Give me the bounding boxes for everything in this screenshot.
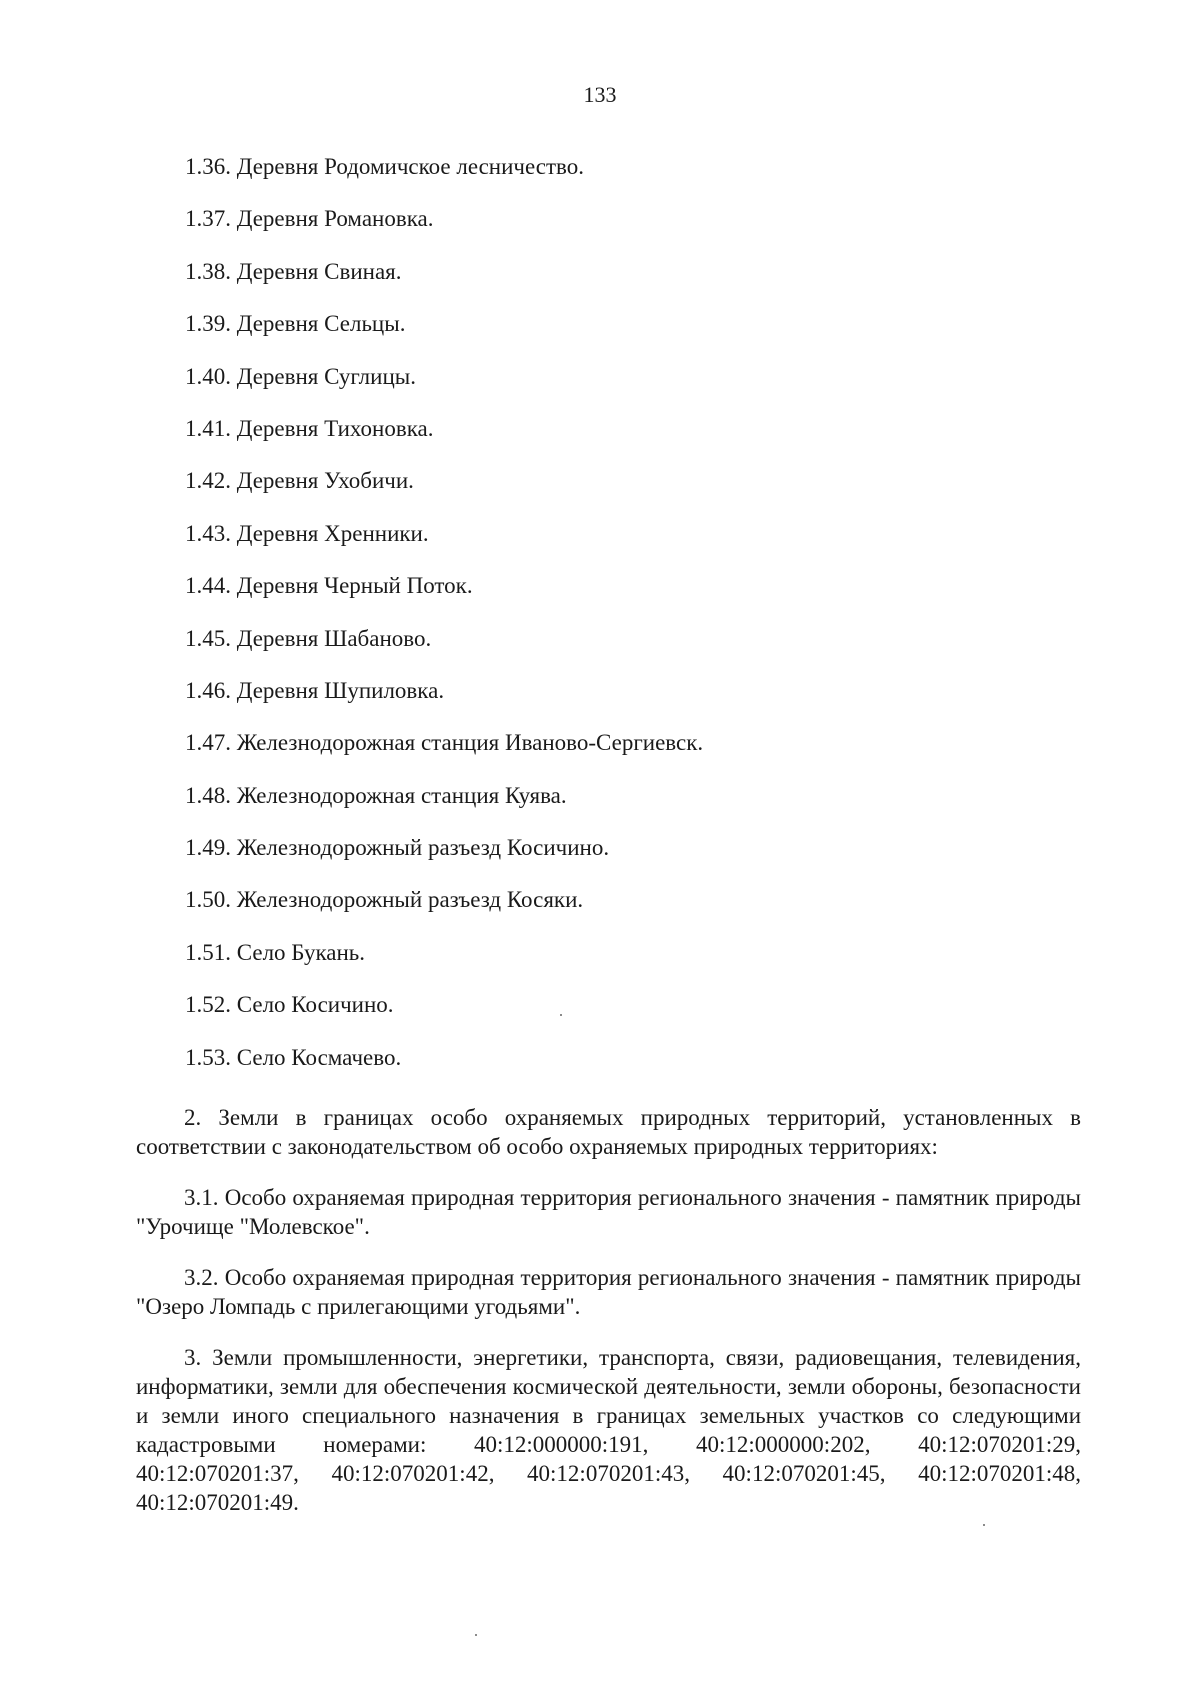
list-item: 1.46. Деревня Шупиловка. — [185, 677, 445, 703]
list-item: 1.41. Деревня Тихоновка. — [185, 415, 434, 441]
body-paragraphs — [136, 1103, 1081, 1517]
list-item: 1.47. Железнодорожная станция Иваново-Сергиевск. — [185, 730, 704, 756]
list-item: 1.49. Железнодорожный разъезд Косичино. — [185, 835, 610, 861]
list-item: 1.50. Железнодорожный разъезд Косяки. — [185, 887, 584, 913]
list-item: 1.39. Деревня Сельцы. — [185, 311, 406, 337]
list-item: 1.51. Село Букань. — [185, 939, 366, 965]
scan-speck — [983, 1524, 985, 1526]
list-item: 1.45. Деревня Шабаново. — [185, 625, 432, 651]
list-item: 1.43. Деревня Хренники. — [185, 520, 429, 546]
list-item: 1.52. Село Косичино. — [185, 992, 394, 1018]
settlement-list — [185, 152, 1085, 1095]
scan-speck — [475, 1634, 477, 1636]
paragraph-special-purpose-lands: 3. Земли промышленности, энергетики, транспорта, связи, радиовещания, телевидения, информатики, земли для обеспечения космической деятельности, земли обороны, безопасности и земли иного специального назначения в границах земельных участков со следующими кадастровыми номерами: 40:12:000000:191, 40:12:000000:202, 40:12:070201:29, 40:12:070201:37, 40:12:070201:42, 40:12:070201:43, 40:12:070201:45, 40:12:070201:48, 40:12:070201:49. — [136, 1345, 1081, 1515]
paragraph-protected-lands: 2. Земли в границах особо охраняемых природных территорий, установленных в соответствии с законодательством об особо охраняемых природных территориях: — [136, 1105, 1081, 1159]
list-item: 1.36. Деревня Родомичское лесничество. — [185, 154, 584, 179]
page-number: 133 — [583, 82, 617, 107]
scan-speck — [560, 1014, 562, 1016]
list-item: 1.42. Деревня Ухобичи. — [185, 468, 414, 494]
list-item: 1.37. Деревня Романовка. — [185, 206, 434, 232]
paragraph-molevskoe: 3.1. Особо охраняемая природная территория регионального значения - памятник природы "Урочище "Молевское". — [136, 1185, 1081, 1239]
list-item: 1.48. Железнодорожная станция Куява. — [185, 782, 567, 808]
list-item: 1.40. Деревня Суглицы. — [185, 363, 416, 389]
list-item: 1.53. Село Космачево. — [185, 1044, 402, 1070]
paragraph-lompad-lake: 3.2. Особо охраняемая природная территория регионального значения - памятник природы "Озеро Ломпадь с прилегающими угодьями". — [136, 1265, 1081, 1319]
list-item: 1.38. Деревня Свиная. — [185, 258, 402, 284]
list-item: 1.44. Деревня Черный Поток. — [185, 573, 473, 599]
